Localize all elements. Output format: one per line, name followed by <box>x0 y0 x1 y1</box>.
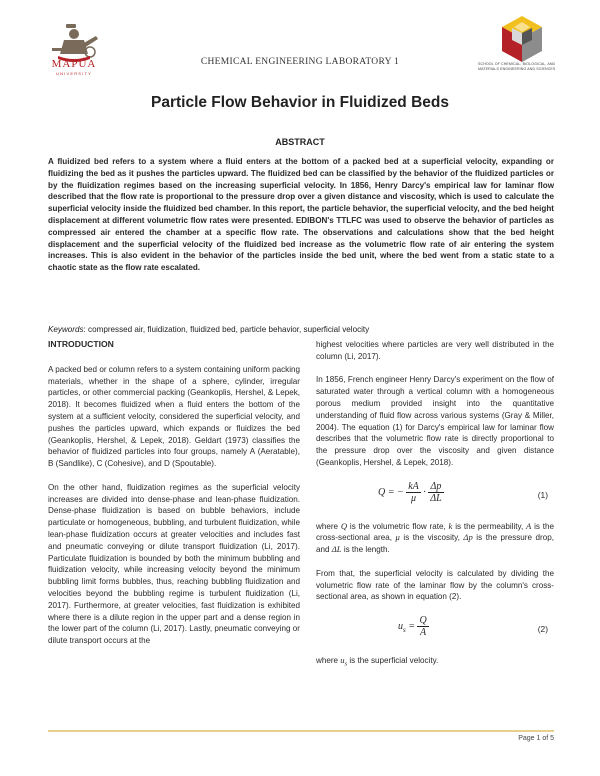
eq2-fraction: $\frac{Q}{A}$ <box>419 614 427 638</box>
left-column <box>48 339 300 659</box>
intro-paragraph-3: highest velocities where particles are very well distributed in the column (Li, 2017). <box>316 340 554 361</box>
paper-title: Particle Flow Behavior in Fluidized Beds <box>150 94 449 111</box>
keywords-line <box>48 324 554 335</box>
logo-subtext: UNIVERSITY <box>55 71 92 76</box>
keywords-text: : compressed air, fluidization, fluidized bed, particle behavior, superficial velocity <box>83 325 370 334</box>
eq1-dot: · <box>423 486 426 498</box>
intro-paragraph-2: On the other hand, fluidization regimes as the superficial velocity increases are divided into dense-phase and lean-phase fluidization. Dense-phase fluidization is based on bubble behaviors, include particulate or homogeneous, bubbling, and turbulent fluidization, while lean-phase fluidization occurs at greater velocities and includes fast and pneumatic conveying or dilute transport fluidization (Li, 2017). Particulate fluidization is bounded by both the minimum bubbling and fluidization velocity, while increasing velocity beyond the minimum bubbling limit forms bubbles, thus, reaching bubbling fluidization and velocities beyond the bubbling regime is turbulent fluidization (Li, 2017). Furthermore, at greater velocities, fast fluidization is exhibited where there is a dilute region in the upper part and a dense region in the lower part of the column (Li, 2017). Lastly, pneumatic conveying or dilute transport occurs at the <box>48 482 300 646</box>
equation-2-definition: where $u_s$ is the superficial velocity. <box>316 654 439 668</box>
page-number: Page 1 of 5 <box>518 735 554 742</box>
hexagon-cube-icon <box>486 14 558 68</box>
eq2-lhs: u <box>398 620 403 632</box>
eq1-lhs: Q = − <box>378 486 404 498</box>
equation-2: $u_s$ = $\frac{Q}{A}$ (2) <box>398 614 548 638</box>
abstract-heading: ABSTRACT <box>275 137 325 147</box>
university-logo <box>44 18 104 80</box>
keywords-label: Keywords <box>48 325 84 334</box>
introduction-heading: INTRODUCTION <box>48 339 114 349</box>
equation-2-number: (2) <box>537 623 548 634</box>
superficial-velocity-paragraph: From that, the superficial velocity is calculated by dividing the volumetric flow rate of the laminar flow by the column's cross-sectional area, as shown in equation (2). <box>316 568 554 602</box>
school-logo <box>486 14 558 68</box>
eq1-fraction-2: $\frac{\Delta p}{\Delta L}$ <box>430 480 442 504</box>
equation-1 <box>316 481 554 511</box>
equation-1-definitions: where Q is the volumetric flow rate, k is the permeability, A is the cross-sectional area, μ is the viscosity, Δp is the pressure drop, and ΔL is the length. <box>316 520 554 555</box>
running-header: CHEMICAL ENGINEERING LABORATORY 1 <box>200 57 400 67</box>
logo-wordmark: MAPÚA <box>51 58 97 70</box>
school-name: SCHOOL OF CHEMICAL, BIOLOGICAL, AND MATERIALS ENGINEERING AND SCIENCES <box>478 62 556 71</box>
darcy-paragraph: In 1856, French engineer Henry Darcy's experiment on the flow of saturated water through a vertical column with a homogeneous porous medium provided insight into the quantitative understanding of fluid flow across various systems (Gray & Miller, 2004). The equation (1) for Darcy's empirical law for laminar flow describes that the volumetric flow rate is directly proportional to the pressure drop over the viscosity and given distance (Geankoplis, Hershel, & Lepek, 2018). <box>316 375 554 467</box>
footer-rule <box>48 730 554 732</box>
right-column <box>316 339 554 682</box>
intro-paragraph-1: A packed bed or column refers to a system containing uniform packing materials, whether in the shape of a sphere, cylinder, irregular particles, or other commercial packing (Geankoplis, Hershel, & Lepek, 2018). It becomes fluidized when a fluid enters the bottom of the system at a sufficient velocity, considered the superficial velocity, and pushes the particles upward, which expands or fluidizes the bed (Geankoplis, Hershel, & Lepek, 2018). Geldart (1973) classifies the behavior of fluidized particles into four groups, namely A (Aeratable), B (Sandlike), C (Cohesive), and D (Spoutable). <box>48 364 300 469</box>
equation-1-number: (1) <box>537 489 548 500</box>
eq1-fraction-1: $\frac{kA}{\mu}$ <box>408 480 419 504</box>
abstract-body: A fluidized bed refers to a system where a fluid enters at the bottom of a packed bed at a superficial velocity, expanding or fluidizing the bed as it pushes the particles upward. The fluidized bed can be classified by the behavior of the fluidized particles or by the fluidization regimes based on the increasing superficial velocity. In 1856, Henry Darcy's empirical law for laminar flow described that the flow rate is proportional to the pressure drop over a given distance and viscosity, which is used to calculate the superficial velocity inside the fluidized bed chamber. In this report, the particle behavior, the superficial velocity, and the bed height displacement at different volumetric flow rates were presented. EDIBON's TTLFC was used to observe the behavior of particles as compressed air entered the chamber at a specific flow rate. The observations and calculations show that the bed height displacement and the superficial velocity of the fluidized bed increase as the volumetric flow rate of air entering the system increases. This is also evident in the behavior of the particles inside the bed unit, where the bed went from a static state to a chaotic state as the flow rate escalated. <box>48 157 554 273</box>
